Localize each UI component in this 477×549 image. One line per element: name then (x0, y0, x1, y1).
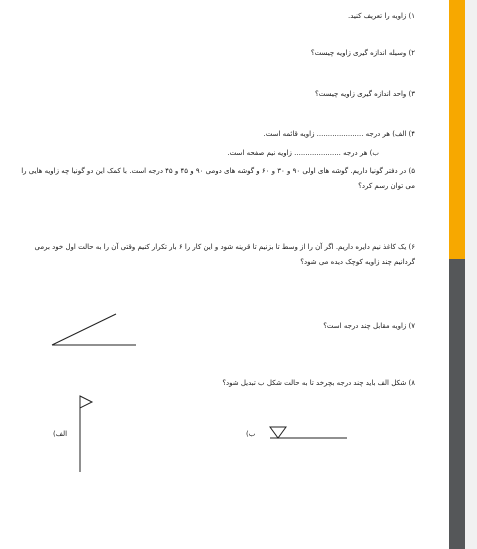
page-margin-strip (465, 0, 477, 549)
flag-figure-alef (80, 396, 92, 472)
question-5: ۵) در دفتر گونیا داریم. گوشه های اولی ۹۰ و ۳۰ و ۶۰ و گوشه های دومی ۹۰ و ۴۵ و ۴۵ درجه است. با کمک این دو گونیا چه زاویه هایی را می توان رسم کرد؟ (21, 167, 415, 190)
question-8: ۸) شکل الف باید چند درجه بچرخد تا به حالت شکل ب تبدیل شود؟ (222, 379, 415, 387)
question-3: ۳) واحد اندازه گیری زاویه چیست؟ (315, 90, 415, 98)
figure-label-be: ب) (246, 430, 256, 438)
figure-label-alef: الف) (53, 430, 68, 438)
question-4b: ب) هر درجه ..................... زاویه نیم صفحه است. (227, 149, 379, 157)
question-6: ۶) یک کاغذ نیم دایره داریم. اگر آن را از وسط تا بزنیم تا قرینه شود و این کار را ۶ بار تکرار کنیم وقتی آن را به حالت اول خود برمی گردانیم چند زاویه کوچک دیده می شود؟ (34, 243, 415, 266)
question-1: ۱) زاویه را تعریف کنید. (348, 12, 415, 20)
question-2: ۲) وسیله اندازه گیری زاویه چیست؟ (310, 49, 415, 57)
angle-figure (52, 314, 136, 345)
flag-figure-be (270, 427, 347, 438)
accent-bar-gray (449, 259, 465, 549)
question-4a: ۴) الف) هر درجه ..................... زاویه قائمه است. (263, 130, 415, 138)
accent-bar-orange (449, 0, 465, 259)
question-7: ۷) زاویه مقابل چند درجه است؟ (323, 322, 415, 330)
